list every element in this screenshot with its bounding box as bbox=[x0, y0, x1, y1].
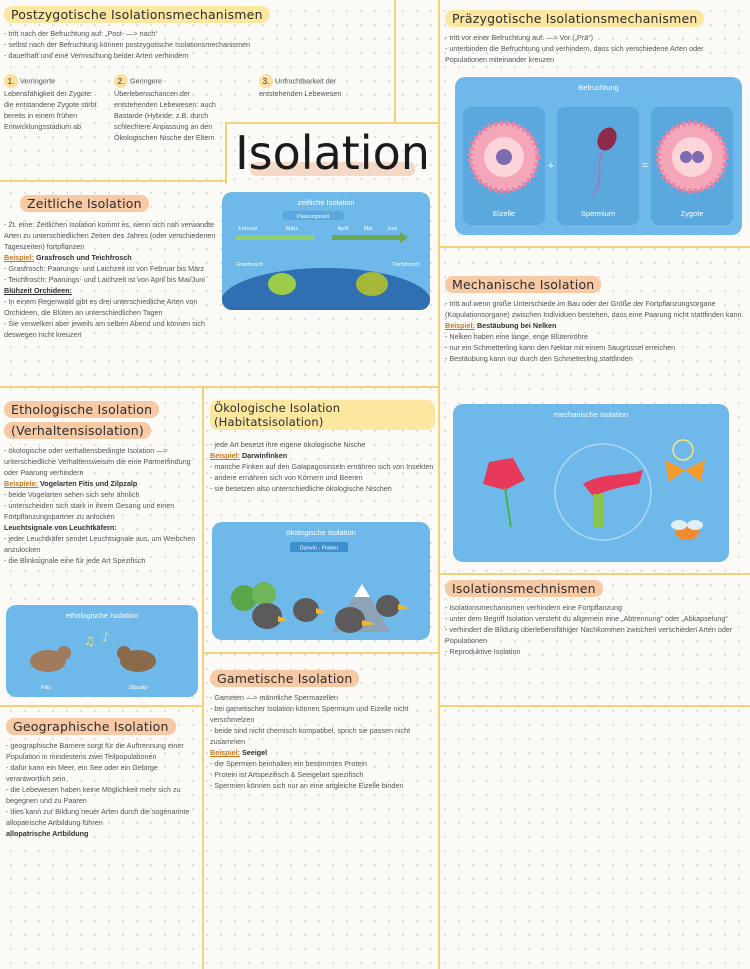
section-heading: Ethologische Isolation bbox=[4, 401, 159, 418]
month-label: Februar bbox=[238, 226, 258, 232]
label-zygote: Zygote bbox=[680, 209, 704, 218]
section-heading: Ökologische Isolation (Habitatsisolation) bbox=[210, 400, 435, 430]
text-line: - In einem Regenwald gibt es drei unterschiedliche Arten von Orchideen, die Blüten an unterschiedlichen Tagen bbox=[4, 297, 198, 317]
month-label: Juni bbox=[386, 226, 398, 232]
section-heading: Zeitliche Isolation bbox=[20, 195, 149, 212]
example-label: Beispiele: bbox=[4, 479, 38, 488]
zygote-core-icon bbox=[692, 151, 704, 163]
pairing-label: Paarungszeit bbox=[296, 214, 330, 220]
example-line bbox=[4, 252, 219, 263]
snowcap-icon bbox=[354, 584, 370, 597]
section-geographic bbox=[6, 718, 198, 839]
card-title: mechanische Isolation bbox=[553, 410, 629, 419]
text-line: - Isolationsmechanismen verhindern eine Fortpflanzung bbox=[445, 603, 622, 612]
divider bbox=[394, 0, 396, 122]
text-line: - geographische Barriere sorgt für die Auftrennung einer Population in mindestens zwei Teilpopulationen bbox=[6, 741, 184, 761]
text-line: - dauerhaft und eine Vermischung beider Arten verhindern bbox=[4, 51, 189, 60]
section-postzygotic bbox=[4, 6, 389, 142]
list-item bbox=[259, 74, 369, 99]
section-ethological bbox=[4, 401, 199, 566]
music-note-icon: ♫ bbox=[84, 634, 95, 648]
pond-shape bbox=[222, 268, 430, 310]
item-text: Verringerte Lebensfähigkeit der Zygote: die entstandene Zygote stirbt bereits in einem frühen Entwicklungsstadium ab bbox=[4, 76, 97, 131]
item-text: Unfruchtbarkeit der entstehenden Lebewesen bbox=[259, 76, 342, 98]
text-line: - Protein ist Artspezifisch & Seeigelart spezifisch bbox=[210, 770, 364, 779]
list-item bbox=[114, 74, 224, 143]
section-heading: Gametische Isolation bbox=[210, 670, 359, 687]
text-line: - Zt. eine: Zeitlichen Isolation kommt es, wenn sich nah verwandte Arten zu unterschiedlichen Zeiten des Jahres (oder verschiedenen Tageszeiten) fortpflanzen bbox=[4, 220, 216, 251]
bird-label: Zilpzalp bbox=[128, 685, 148, 691]
subheading: Leuchtsignale von Leuchtkäfern: bbox=[4, 523, 117, 532]
month-label: März bbox=[285, 226, 299, 232]
grasfrosch-bar bbox=[236, 235, 314, 240]
divider bbox=[438, 246, 750, 248]
section-heading: (Verhaltensisolation) bbox=[4, 422, 151, 439]
text-line: - nur ein Schmetterling kann den Nektar mit einem Saugrüssel erreichen bbox=[445, 343, 676, 352]
section-heading: Isolationsmechnismen bbox=[445, 580, 603, 597]
text-line: - Bestäubung kann nur durch den Schmetterling stattfinden bbox=[445, 354, 633, 363]
text-line: - dies kann zur Bildung neuer Arten durch die sogenannte allopatrische Artbildung führen bbox=[6, 807, 190, 827]
text-line: - Spermien können sich nur an eine artgleiche Eizelle binden bbox=[210, 781, 404, 790]
card-title: Befruchtung bbox=[578, 83, 619, 92]
example-title: Vogelarten Fitis und Zilpzalp bbox=[39, 479, 138, 488]
plus-sign: + bbox=[547, 160, 555, 172]
list-item bbox=[4, 74, 104, 132]
text-line: - Sie verwelken aber jeweils am selben Abend und können sich deswegen nicht kreuzen bbox=[4, 319, 205, 339]
example-label: Beispiel: bbox=[210, 451, 240, 460]
text-line: - die Spermien beinhalten ein bestimmtes Protein bbox=[210, 759, 368, 768]
frog-icon bbox=[268, 273, 296, 295]
section-heading: Postzygotische Isolationsmechanismen bbox=[4, 6, 270, 23]
text-line: - unterbinden die Befruchtung und verhindern, dass sich verschiedene Arten oder Populationen miteinander kreuzen bbox=[445, 44, 704, 64]
ethological-card bbox=[6, 605, 198, 697]
ecological-card bbox=[212, 522, 430, 640]
example-title: Darwinfinken bbox=[241, 451, 288, 460]
example-line bbox=[210, 747, 435, 758]
bold-phrase: allopatrische Artbildung bbox=[6, 829, 89, 838]
text-line: - tritt vor einer Befruchtung auf: —> Vor („Prä“) bbox=[445, 33, 593, 42]
example-label: Beispiel: bbox=[445, 321, 475, 330]
text-line: - unter dem Begriff Isolation versteht du allgemein eine „Abtrennung“ oder „Abkapselung“ bbox=[445, 614, 728, 623]
section-heading: Geographische Isolation bbox=[6, 718, 176, 735]
darwin-badge: Darwin - Finken bbox=[299, 545, 339, 552]
divider bbox=[0, 180, 225, 182]
bee-wing-icon bbox=[687, 520, 703, 530]
panel-sperm bbox=[557, 107, 639, 225]
number-badge: 3. bbox=[259, 74, 273, 88]
ecological-illustration bbox=[212, 536, 430, 640]
text-line: - Grasfrosch: Paarungs- und Laichzeit ist von Februar bis März bbox=[4, 264, 205, 273]
finch-icon bbox=[252, 603, 282, 629]
tree-icon bbox=[252, 582, 276, 606]
equals-sign: = bbox=[641, 160, 649, 172]
music-note-icon: ♪ bbox=[102, 630, 110, 644]
example-label: Beispiel: bbox=[4, 253, 34, 262]
example-title: Bestäubung bei Nelken bbox=[476, 321, 557, 330]
frog-label: Grasfrosch bbox=[236, 262, 263, 268]
bee-wing-icon bbox=[671, 520, 687, 530]
section-mechanisms bbox=[445, 580, 745, 657]
example-title: Grasfrosch und Teichfrosch bbox=[35, 253, 132, 262]
fertilization-card bbox=[455, 77, 742, 235]
text-line: - Teichfrosch: Paarungs- und Laichzeit ist von April bis Mai/Juni bbox=[4, 275, 205, 284]
divider bbox=[0, 386, 438, 388]
ethological-illustration bbox=[6, 617, 198, 697]
text-line: - dafür kann ein Meer, ein See oder ein Gebirge verantwortlich sein bbox=[6, 763, 158, 783]
example-line bbox=[210, 450, 435, 461]
teichfrosch-arrow bbox=[332, 232, 408, 243]
text-line: - Gameten —> männliche Spermazellen bbox=[210, 693, 339, 702]
text-line: - die Blinksignale eine für jede Art Spezifisch bbox=[4, 556, 146, 565]
label-egg: Eizelle bbox=[492, 209, 516, 218]
text-line: - selbst nach der Befruchtung können postzygotische Isolationsmechanismen bbox=[4, 40, 251, 49]
finch-icon bbox=[335, 607, 365, 633]
frog-icon bbox=[356, 272, 388, 296]
zygote-core-icon bbox=[680, 151, 692, 163]
text-line: - ökologische oder verhaltensbedingte Isolation —> unterschiedliche Verhaltensweisen die eine Partnerfindung oder Paarung verhindern bbox=[4, 446, 191, 477]
text-line: - bei gametischer Isolation können Spermium und Eizelle nicht verschmelzen bbox=[210, 704, 409, 724]
text-line: - andere ernähren sich von Körnern und Beeren bbox=[210, 473, 363, 482]
section-gametic bbox=[210, 670, 435, 791]
text-line: - jede Art besetzt ihre eigene ökologische Nische bbox=[210, 440, 366, 449]
example-line bbox=[4, 478, 199, 489]
carnation-tube-icon bbox=[593, 494, 603, 528]
bird-head-icon bbox=[117, 646, 131, 660]
bird-label: Fitis bbox=[40, 685, 52, 691]
mechanical-illustration bbox=[453, 422, 729, 562]
section-heading: Präzygotische Isolationsmechanismen bbox=[445, 10, 704, 27]
example-line bbox=[445, 320, 745, 331]
frog-label: Teichfrosch bbox=[392, 262, 420, 268]
egg-core-icon bbox=[496, 149, 512, 165]
finch-icon bbox=[376, 595, 400, 617]
divider bbox=[438, 705, 750, 707]
month-label: Mai bbox=[363, 226, 373, 232]
example-label: Beispiel: bbox=[210, 748, 240, 757]
text-line: - verhindert die Bildung überlebensfähiger Nachkommen zwischen verschieden Arten oder Populationen bbox=[445, 625, 733, 645]
carnation-stem-icon bbox=[505, 488, 511, 527]
divider bbox=[0, 705, 202, 707]
bird-head-icon bbox=[57, 646, 71, 660]
text-line: - unterscheiden sich stark in ihrem Gesang und einen Fortpflanzungspartner zu anlocken bbox=[4, 501, 175, 521]
text-line: - beide Vogelarten sehen sich sehr ähnlich bbox=[4, 490, 140, 499]
text-line: - Reproduktive Isolation bbox=[445, 647, 521, 656]
text-line: - manche Finken auf den Galapagosinseln ernähren sich von Insekten bbox=[210, 462, 434, 471]
section-temporal bbox=[4, 195, 219, 340]
finch-icon bbox=[293, 598, 319, 622]
page-title: Isolation bbox=[225, 122, 440, 184]
section-prezygotic bbox=[445, 10, 745, 65]
text-line: - jeder Leuchtkäfer sendet Leuchtsignale aus, um Weibchen anzulocken bbox=[4, 534, 196, 554]
text-line: - tritt nach der Befruchtung auf: „Post- —> nach“ bbox=[4, 29, 158, 38]
temporal-illustration bbox=[222, 202, 430, 310]
carnation-cross-section-icon bbox=[583, 470, 643, 496]
card-title: ethologische Isolation bbox=[65, 611, 139, 620]
card-title: zeitliche Isolation bbox=[297, 198, 355, 207]
temporal-card bbox=[222, 192, 430, 310]
month-label: April bbox=[337, 226, 349, 232]
divider bbox=[202, 386, 204, 969]
card-title: ökologische Isolation bbox=[286, 528, 356, 537]
example-title: Seeigel bbox=[241, 748, 268, 757]
section-heading: Mechanische Isolation bbox=[445, 276, 601, 293]
text-line: - Nelken haben eine lange, enge Blütenröhre bbox=[445, 332, 589, 341]
section-ecological bbox=[210, 400, 435, 494]
carnation-flower-icon bbox=[483, 458, 525, 490]
mechanical-card bbox=[453, 404, 729, 562]
text-line: - die Lebewesen haben keine Möglichkeit mehr sich zu begegnen und zu Paaren bbox=[6, 785, 181, 805]
item-text: Geringere Überlebenschancen der entstehenden Lebewesen: auch Bastarde (Hybride; z.B. durch schlechtere Anpassung an den Ökologischen Nische der Eltern bbox=[114, 76, 216, 142]
divider bbox=[438, 573, 750, 575]
halo-icon bbox=[673, 440, 693, 460]
fertilization-illustration bbox=[455, 99, 742, 235]
subheading: Blühzeit Orchideen: bbox=[4, 286, 72, 295]
number-badge: 2. bbox=[114, 74, 128, 88]
text-line: - beide sind nicht chemisch kompatibel, sprich sie passen nicht zusammen bbox=[210, 726, 411, 746]
label-sperm: Spermium bbox=[580, 209, 616, 218]
section-mechanical bbox=[445, 276, 745, 364]
butterfly-icon bbox=[665, 460, 705, 482]
text-line: - sie besetzen also unterschiedliche ökologische Nischen bbox=[210, 484, 392, 493]
text-line: - tritt auf wenn große Unterschiede im Bau oder der Größe der Fortpflanzungsorgane (Kopulationsorgane) zwischen Individuen bestehen, dass eine Paarung nicht stattfinden kann. bbox=[445, 299, 744, 319]
number-badge: 1. bbox=[4, 74, 18, 88]
divider bbox=[202, 652, 438, 654]
